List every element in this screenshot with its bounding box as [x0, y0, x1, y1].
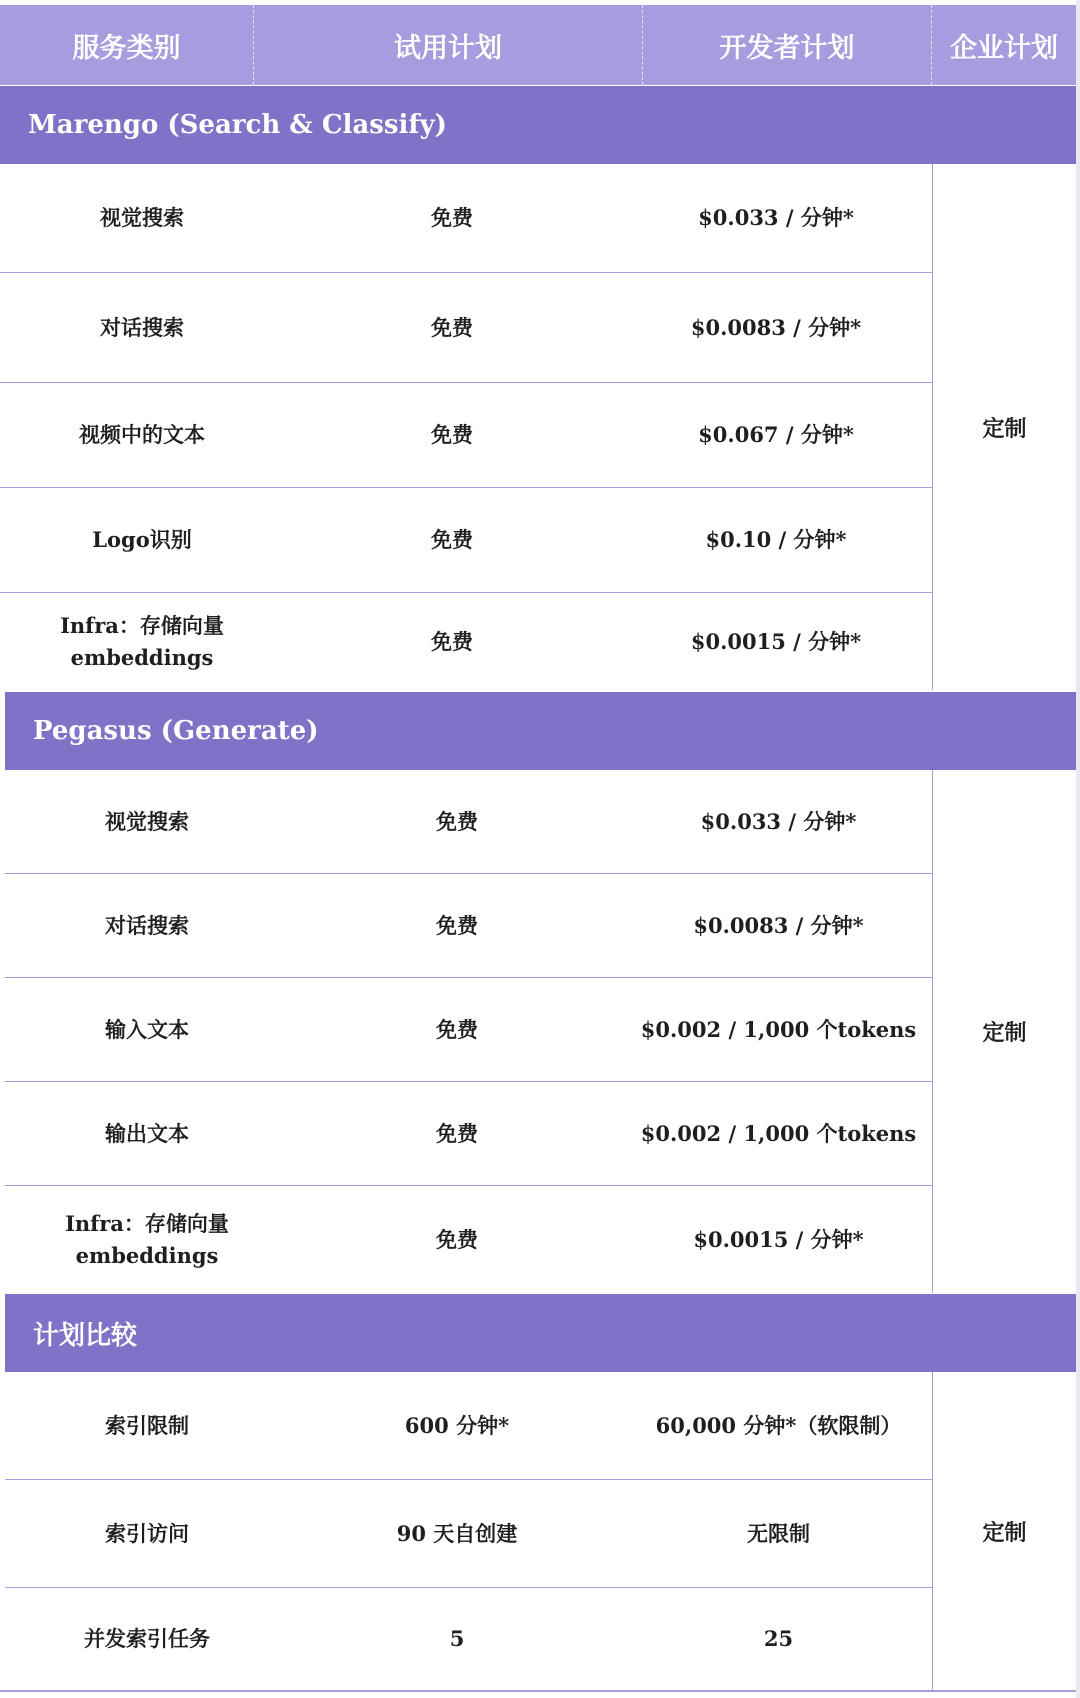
table-row — [0, 383, 932, 488]
row-name: Logo识别 — [92, 527, 192, 552]
row-name: 视觉搜索 — [100, 205, 184, 230]
table-row — [5, 1372, 932, 1480]
section-plan-comparison: 计划比较 — [5, 1294, 1076, 1372]
row-trial: 免费 — [436, 1120, 478, 1146]
row-developer: $0.002 / 1,000 个tokens — [640, 1016, 917, 1042]
table-row — [5, 1480, 932, 1588]
row-developer: 60,000 分钟*（软限制） — [655, 1412, 902, 1438]
row-developer: $0.033 / 分钟* — [700, 808, 857, 834]
header-developer-plan: 开发者计划 — [643, 5, 932, 85]
row-name: 输出文本 — [105, 1120, 189, 1146]
row-name: 索引限制 — [105, 1412, 189, 1438]
table-row — [0, 593, 932, 690]
enterprise-custom-pegasus: 定制 — [932, 770, 1076, 1293]
row-name: 输入文本 — [105, 1016, 189, 1042]
enterprise-custom-comparison: 定制 — [932, 1372, 1076, 1690]
row-name-line2: embeddings — [75, 1242, 219, 1268]
table-row — [5, 1082, 932, 1186]
row-trial: 免费 — [436, 808, 478, 834]
section-pegasus: Pegasus (Generate) — [5, 692, 1076, 770]
table-right-edge — [1076, 0, 1080, 1698]
row-name — [5, 1186, 289, 1293]
section-marengo: Marengo (Search & Classify) — [0, 86, 1076, 164]
row-developer: $0.0015 / 分钟* — [693, 1226, 864, 1252]
table-row — [0, 164, 932, 273]
row-name: 索引访问 — [105, 1520, 189, 1546]
row-trial: 免费 — [431, 628, 473, 654]
header-enterprise-plan: 企业计划 — [950, 32, 1058, 64]
row-developer: 25 — [763, 1626, 794, 1651]
row-developer: $0.0083 / 分钟* — [693, 912, 864, 938]
row-developer: $0.067 / 分钟* — [698, 422, 854, 447]
row-trial: 免费 — [436, 1226, 478, 1252]
table-bottom-border — [0, 1690, 1076, 1692]
row-name — [0, 593, 284, 690]
row-trial: 90 天自创建 — [396, 1520, 518, 1546]
table-header — [0, 5, 1080, 85]
table-row — [5, 1186, 932, 1293]
row-trial: 5 — [449, 1626, 465, 1651]
row-name: 对话搜索 — [105, 912, 189, 938]
row-name-line2: embeddings — [70, 644, 214, 670]
row-developer: 无限制 — [747, 1520, 810, 1546]
row-trial: 免费 — [436, 1016, 478, 1042]
row-name: 并发索引任务 — [84, 1626, 210, 1651]
row-trial: 免费 — [431, 205, 473, 230]
row-trial: 600 分钟* — [404, 1412, 510, 1438]
row-developer: $0.033 / 分钟* — [698, 205, 854, 230]
row-trial: 免费 — [431, 422, 473, 447]
table-row — [5, 770, 932, 874]
row-developer: $0.0015 / 分钟* — [690, 628, 862, 654]
row-name-line1: Infra：存储向量 — [65, 1210, 229, 1236]
row-developer: $0.002 / 1,000 个tokens — [640, 1120, 917, 1146]
row-developer: $0.10 / 分钟* — [705, 527, 847, 552]
row-trial: 免费 — [431, 527, 473, 552]
row-trial: 免费 — [436, 912, 478, 938]
header-trial-plan: 试用计划 — [254, 5, 643, 85]
table-row — [5, 874, 932, 978]
row-name: 视觉搜索 — [105, 808, 189, 834]
table-row — [0, 488, 932, 593]
enterprise-custom-marengo: 定制 — [932, 164, 1076, 690]
row-developer: $0.0083 / 分钟* — [690, 314, 862, 340]
table-row — [5, 978, 932, 1082]
row-name: 视频中的文本 — [79, 422, 205, 447]
header-service-category: 服务类别 — [0, 5, 254, 85]
row-trial: 免费 — [431, 314, 473, 340]
table-row — [0, 273, 932, 383]
table-row — [5, 1588, 932, 1690]
row-name-line1: Infra：存储向量 — [60, 612, 224, 638]
row-name: 对话搜索 — [100, 314, 184, 340]
